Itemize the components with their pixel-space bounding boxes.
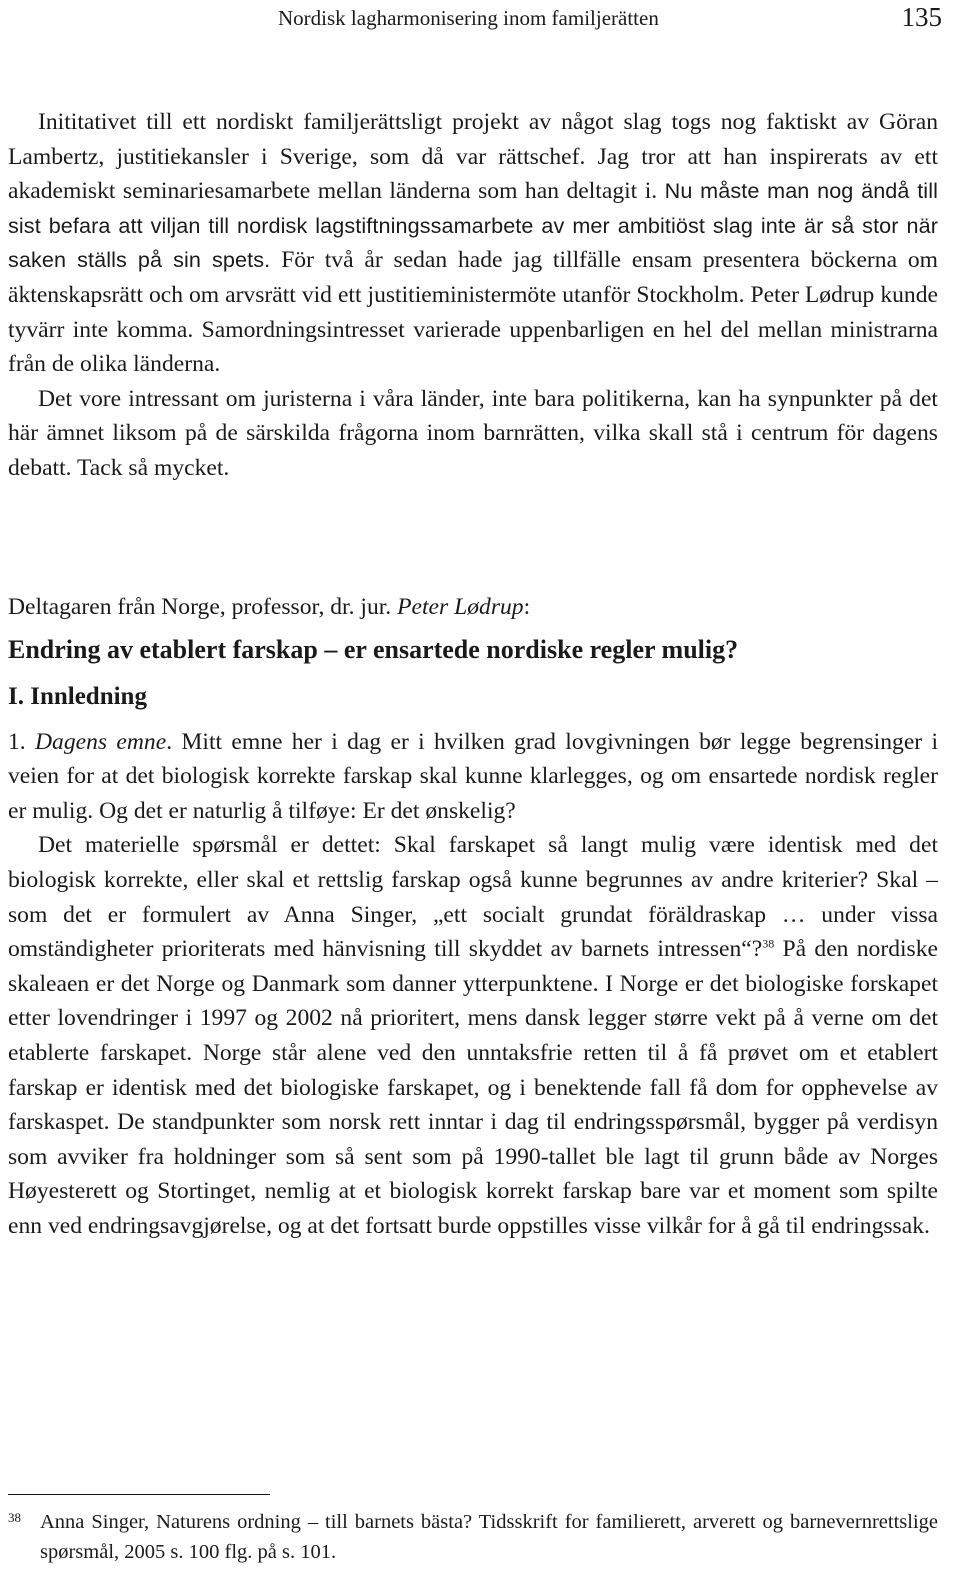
intro-p1-c: För två år sedan hade jag tillfälle ensam presentera böckerna om äktenskapsrätt och om arvsrätt vid ett justitieministermöte utanför Stockholm. Peter Lødrup kunde tyvärr inte komma. Samordningsintresset varierade uppenbarligen en hel del mellan ministrarna från de olika länderna. [8,247,938,378]
footnote-reference[interactable]: 38 [762,936,775,951]
intro-paragraph-2: Det vore intressant om juristerna i våra länder, inte bara politikerna, kan ha synpunkter på det här ämnet liksom på de särskilda frågorna inom barnrätten, vilka skall stå i centrum för dagens debatt. Tack så mycket. [8,385,938,481]
running-title: Nordisk lagharmonisering inom familjerätten [278,6,659,30]
footnote-divider [8,1494,270,1495]
speaker-suffix: : [523,594,531,620]
section-heading: I. Innledning [8,682,147,710]
lecture-p2-b: På den nordiske skaleaen er det Norge og Danmark som danner ytterpunktene. I Norge er det biologiske forskapet etter lovendringer i 1997 og 2002 nå prioritert, mens dansk legger større vekt på å verne om det etablerte farskapet. Norge står alene ved den unntaksfrie retten til å få prøvet om et etablert farskap er identisk med det biologiske farskapet, og i benektende fall få dom for opphevelse av farskaspet. De standpunkter som norsk rett inntar i dag til endringsspørsmål, bygger på verdisyn som avviker fra holdninger som så sent som på 1990-tallet ble lagt til grunn både av Norges Høyesterett og Stortinget, nemlig at et biologisk korrekt farskap bare var et moment som spilte enn ved endringsavgjørelse, og at det fortsatt burde oppstilles visse vilkår for å gå til endringssak. [8,936,938,1239]
intro-paragraph-1 [8,105,938,382]
footnote-text: Anna Singer, Naturens ordning – till barnets bästa? Tidsskrift for familierett, arverett og barnevernrettslige spørsmål, 2005 s. 100 flg. på s. 101. [40,1511,938,1563]
lecture-title: Endring av etablert farskap – er ensartede nordiske regler mulig? [8,634,739,664]
footnote-number: 38 [8,1510,21,1525]
intro-section [8,105,938,486]
lecture-paragraph-2 [8,828,938,1243]
lecture-p1-text: . Mitt emne her i dag er i hvilken grad lovgivningen bør legge begrensinger i veien for at det biologisk korrekte farskap skal kunne klarlegges, og om ensartede nordisk regler er mulig. Og det er naturlig å tilføye: Er det ønskelig? [8,728,939,824]
item-number: 1. [8,728,36,755]
item-heading: Dagens emne [35,728,167,755]
footnote [8,1507,938,1567]
speaker-name: Peter Lødrup [397,594,524,620]
intro-p1-b: Nu måste man nog ändå till sist befara att viljan till nordisk lagstiftningssamarbete av mer ambitiöst slag inte är så stor när saken ställs på sin spets. [8,178,938,273]
page-number: 135 [901,2,942,32]
lecture-paragraph-1 [8,725,938,829]
speaker-line [8,590,938,625]
intro-p1-a: Inititativet till ett nordiskt familjerättsligt projekt av något slag togs nog faktiskt av Göran Lambertz, justitiekansler i Sverige, som då var rättschef. Jag tror att han inspirerats av ett akademiskt seminariesamarbete mellan länderna som han deltagit i. [8,109,938,205]
lecture-section [8,590,938,1244]
speaker-prefix: Deltagaren från Norge, professor, dr. jur. [8,594,398,620]
lecture-p2-a: Det materielle spørsmål er dettet: Skal farskapet så langt mulig være identisk med det biologisk korrekte, eller skal et rettslig farskap også kunne begrunnes av andre kriterier? Skal – som det er formulert av Anna Singer, „ett socialt grundat föräldraskap … under vissa omständigheter prioriterats med hänvisning till skyddet av barnets intressen“? [8,832,938,963]
